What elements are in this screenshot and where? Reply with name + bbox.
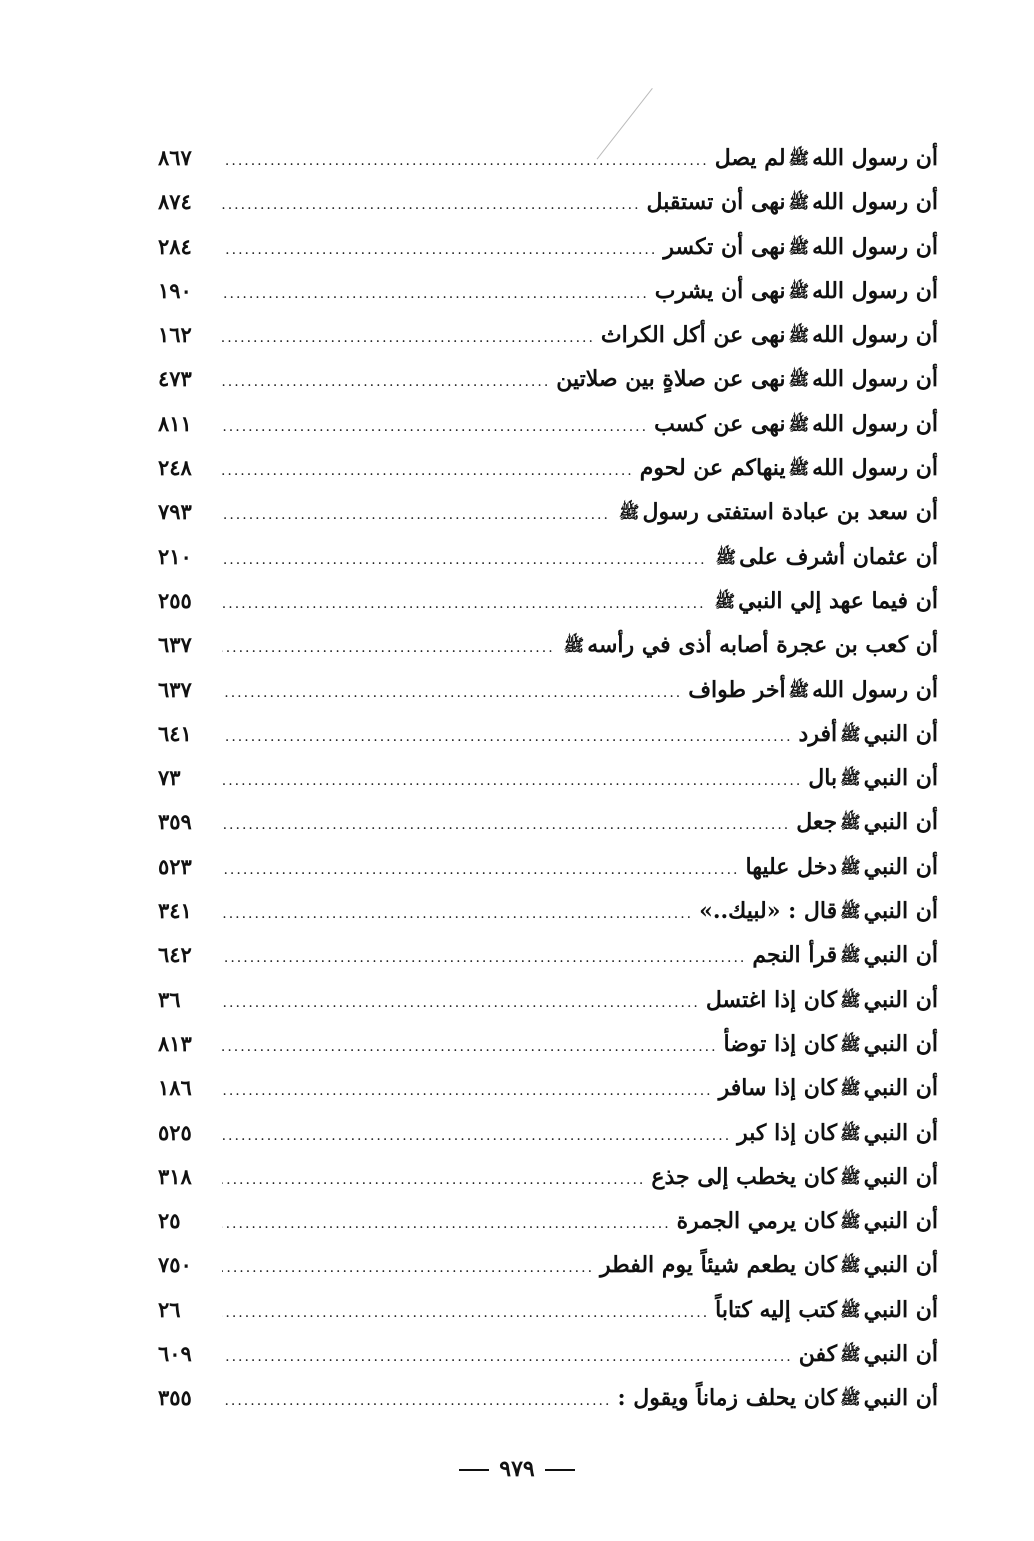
dot-leader (222, 1335, 793, 1379)
page-reference: ٥٢٥ (158, 1119, 192, 1145)
page-reference: ٢٥ (158, 1208, 181, 1234)
index-entry (158, 623, 938, 667)
page-reference: ٣٥٩ (158, 809, 192, 835)
entry-text-before: أن النبي (863, 942, 938, 969)
entry-text-before: أن النبي (863, 809, 938, 836)
hadith-index-list (158, 136, 938, 1421)
dot-leader (222, 1025, 718, 1069)
salawat-icon: ﷺ (840, 946, 861, 967)
index-entry (158, 357, 938, 401)
entry-text-before: أن رسول الله (812, 455, 938, 482)
entry-text-after: نهى أن يشرب (654, 277, 786, 304)
index-entry (158, 978, 938, 1022)
index-entry (158, 180, 938, 224)
salawat-icon: ﷺ (840, 902, 861, 923)
salawat-icon: ﷺ (840, 1123, 861, 1144)
page-reference: ١٨٦ (158, 1075, 192, 1101)
index-entry (158, 1199, 938, 1243)
entry-text-before: أن رسول الله (812, 410, 938, 437)
entry-text (737, 1111, 938, 1156)
salawat-icon: ﷺ (618, 503, 640, 524)
entry-text-before: أن النبي (863, 720, 938, 747)
entry-text (601, 313, 938, 358)
entry-text (647, 180, 938, 225)
entry-text (651, 1155, 938, 1200)
entry-text-before: أن النبي (863, 1119, 938, 1146)
salawat-icon: ﷺ (788, 326, 810, 347)
entry-text-after: كان إذا اغتسل (705, 986, 838, 1013)
entry-text-after: نهى عن أكل الكراث (600, 322, 786, 349)
dot-leader (222, 582, 706, 626)
entry-text-before: أن فيما عهد إلي النبي (738, 587, 938, 614)
page-reference: ٣٦ (158, 986, 181, 1012)
entry-text-before: أن النبي (863, 1341, 938, 1368)
salawat-icon: ﷺ (840, 1212, 861, 1233)
index-entry (158, 933, 938, 977)
entry-text-before: أن النبي (863, 1208, 938, 1235)
entry-text (724, 1022, 938, 1067)
salawat-icon: ﷺ (788, 370, 810, 391)
dot-leader (222, 1291, 709, 1335)
dot-leader (222, 360, 550, 404)
index-entry (158, 1243, 938, 1287)
page-reference: ٣٤١ (158, 898, 192, 924)
entry-text-after: لم يصل (714, 145, 786, 171)
entry-text-before: أن النبي (863, 1385, 938, 1412)
entry-text-before: أن رسول الله (812, 676, 938, 703)
salawat-icon: ﷺ (788, 680, 810, 701)
entry-text-before: أن النبي (863, 1030, 938, 1057)
dot-leader (222, 892, 693, 936)
entry-text-before: أن سعد بن عبادة استفتى رسول (642, 499, 938, 526)
index-entry (158, 845, 938, 889)
entry-text-after: كان إذا توضأ (723, 1030, 838, 1057)
entry-text-after: جعل (796, 809, 838, 836)
salawat-icon: ﷺ (714, 591, 736, 612)
entry-text-before: أن النبي (863, 853, 938, 880)
page-reference: ٥٢٣ (158, 853, 192, 879)
entry-text-after: أفرد (798, 720, 838, 747)
index-entry (158, 446, 938, 490)
salawat-icon: ﷺ (840, 769, 861, 790)
index-entry (158, 1376, 938, 1420)
index-entry (158, 579, 938, 623)
entry-text-before: أن النبي (863, 1252, 938, 1279)
page-number-value: ٩٧٩ (499, 1456, 535, 1482)
entry-text-before: أن النبي (863, 898, 938, 925)
dot-leader (222, 1114, 731, 1158)
dot-leader (222, 1069, 713, 1113)
salawat-icon: ﷺ (840, 857, 861, 878)
entry-text (706, 978, 938, 1023)
page-reference: ٨٧٤ (158, 189, 192, 215)
entry-text-after: دخل عليها (745, 853, 838, 880)
index-entry (158, 313, 938, 357)
index-entry (158, 1111, 938, 1155)
dot-leader (222, 538, 707, 582)
index-entry (158, 1155, 938, 1199)
entry-text (640, 446, 938, 491)
page-reference: ٣٥٥ (158, 1385, 192, 1411)
page-reference: ٦٠٩ (158, 1341, 192, 1367)
salawat-icon: ﷺ (788, 149, 810, 169)
dot-leader (222, 981, 700, 1025)
page-reference: ٦٣٧ (158, 676, 192, 702)
entry-text (663, 225, 938, 270)
dot-leader (222, 1158, 645, 1202)
entry-text (617, 1376, 938, 1421)
entry-text-after: كان يطعم شيئاً يوم الفطر (600, 1252, 838, 1279)
entry-text-before: أن رسول الله (812, 189, 938, 216)
entry-text-before: أن رسول الله (812, 145, 938, 171)
entry-text (719, 1066, 938, 1111)
dot-leader (222, 405, 648, 449)
salawat-icon: ﷺ (840, 1256, 861, 1277)
salawat-icon: ﷺ (840, 1345, 861, 1366)
entry-text-before: أن رسول الله (812, 322, 938, 349)
entry-text-before: أن النبي (863, 986, 938, 1013)
page-reference: ٦٤٢ (158, 942, 192, 968)
page-reference: ٢٥٥ (158, 587, 192, 613)
index-entry (158, 225, 938, 269)
entry-text-before: أن رسول الله (812, 233, 938, 260)
dot-leader (222, 671, 682, 715)
page-reference: ٢١٠ (158, 543, 192, 569)
index-entry (158, 889, 938, 933)
dot-leader (222, 316, 595, 360)
entry-text-after: ينهاكم عن لحوم (639, 455, 786, 482)
entry-text-after: قرأ النجم (752, 942, 838, 969)
page-number (0, 1456, 1034, 1482)
page-reference: ٣١٨ (158, 1163, 192, 1189)
entry-text-after: بال (808, 765, 838, 792)
index-entry (158, 269, 938, 313)
dot-leader (222, 449, 634, 493)
index-entry (158, 668, 938, 712)
dot-leader (222, 1202, 671, 1246)
salawat-icon: ﷺ (840, 1167, 861, 1188)
entry-text-before: أن عثمان أشرف على (739, 543, 938, 570)
salawat-icon: ﷺ (840, 813, 861, 834)
index-entry (158, 1288, 938, 1332)
entry-text-after: نهى عن كسب (654, 410, 786, 437)
index-entry (158, 1332, 938, 1376)
index-entry (158, 402, 938, 446)
page-reference: ٨١٣ (158, 1030, 192, 1056)
page-reference: ٧٣ (158, 765, 181, 791)
entry-text (677, 1199, 938, 1244)
entry-text (715, 136, 938, 181)
page-reference: ٦٤١ (158, 720, 192, 746)
entry-text-after: نهى أن تكسر (663, 233, 786, 260)
index-entry (158, 712, 938, 756)
dot-leader (222, 272, 649, 316)
entry-text-before: أن النبي (863, 1075, 938, 1102)
dot-leader (222, 139, 709, 183)
entry-text-before: أن النبي (863, 1163, 938, 1190)
entry-text (654, 402, 938, 447)
salawat-icon: ﷺ (788, 237, 810, 258)
dot-leader (222, 1379, 611, 1423)
index-entry (158, 490, 938, 534)
page-number-dash-right (459, 1469, 489, 1471)
entry-text-before: أن النبي (863, 765, 938, 792)
page-reference: ١٦٢ (158, 322, 192, 348)
page-reference: ٨١١ (158, 410, 192, 436)
index-entry (158, 1022, 938, 1066)
salawat-icon: ﷺ (840, 1034, 861, 1055)
page-reference: ٤٧٣ (158, 366, 192, 392)
page-reference: ٢٦ (158, 1296, 181, 1322)
page-reference: ٢٤٨ (158, 455, 192, 481)
entry-text (713, 535, 938, 580)
dot-leader (222, 759, 802, 803)
page-reference: ٧٥٠ (158, 1252, 192, 1278)
dot-leader (222, 183, 641, 227)
salawat-icon: ﷺ (840, 1300, 861, 1321)
entry-text (699, 889, 938, 934)
salawat-icon: ﷺ (788, 281, 810, 302)
entry-text-before: أن كعب بن عجرة أصابه أذى في رأسه (587, 632, 938, 659)
entry-text-after: كتب إليه كتاباً (715, 1296, 838, 1323)
entry-text (745, 845, 938, 890)
salawat-icon: ﷺ (840, 990, 861, 1011)
page-reference: ١٩٠ (158, 277, 192, 303)
index-entry (158, 136, 938, 180)
entry-text-after: كان يرمي الجمرة (676, 1208, 838, 1235)
entry-text (715, 1288, 938, 1333)
salawat-icon: ﷺ (840, 1079, 861, 1100)
page-reference: ٧٩٣ (158, 499, 192, 525)
dot-leader (222, 228, 657, 272)
page-reference: ٨٦٧ (158, 145, 192, 170)
salawat-icon: ﷺ (840, 1389, 861, 1410)
entry-text-after: كان يحلف زماناً ويقول : (617, 1385, 838, 1412)
entry-text (796, 800, 938, 845)
dot-leader (222, 936, 746, 980)
entry-text (561, 623, 938, 668)
entry-text (688, 668, 938, 713)
entry-text (600, 1243, 938, 1288)
page-reference: ٦٣٧ (158, 632, 192, 658)
entry-text (808, 756, 938, 801)
dot-leader (222, 626, 555, 670)
entry-text (655, 269, 938, 314)
salawat-icon: ﷺ (563, 636, 585, 657)
entry-text-before: أن النبي (863, 1296, 938, 1323)
dot-leader (222, 493, 610, 537)
salawat-icon: ﷺ (788, 459, 810, 480)
entry-text (799, 1332, 938, 1377)
entry-text (712, 579, 938, 624)
dot-leader (222, 715, 793, 759)
index-entry (158, 535, 938, 579)
salawat-icon: ﷺ (715, 547, 737, 568)
entry-text-before: أن رسول الله (812, 366, 938, 393)
entry-text-before: أن رسول الله (812, 277, 938, 304)
index-entry (158, 1066, 938, 1110)
entry-text (616, 490, 938, 535)
salawat-icon: ﷺ (788, 193, 810, 214)
entry-text-after: كان إذا سافر (718, 1075, 838, 1102)
salawat-icon: ﷺ (840, 724, 861, 745)
entry-text-after: كفن (798, 1341, 838, 1368)
entry-text-after: كان إذا كبر (737, 1119, 838, 1146)
entry-text (752, 933, 938, 978)
entry-text-after: أخر طواف (688, 676, 786, 703)
salawat-icon: ﷺ (788, 414, 810, 435)
dot-leader (222, 803, 790, 847)
index-entry (158, 800, 938, 844)
dot-leader (222, 1246, 594, 1290)
entry-text (799, 712, 938, 757)
entry-text-after: كان يخطب إلى جذع (651, 1163, 838, 1190)
dot-leader (222, 848, 739, 892)
page-reference: ٢٨٤ (158, 233, 192, 259)
page-number-dash-left (545, 1469, 575, 1471)
entry-text-after: نهى عن صلاةٍ بين صلاتين (556, 366, 786, 393)
index-entry (158, 756, 938, 800)
entry-text (556, 357, 938, 402)
entry-text-after: نهى أن تستقبل (646, 189, 786, 216)
entry-text-after: قال : «لبيك..» (699, 898, 838, 925)
